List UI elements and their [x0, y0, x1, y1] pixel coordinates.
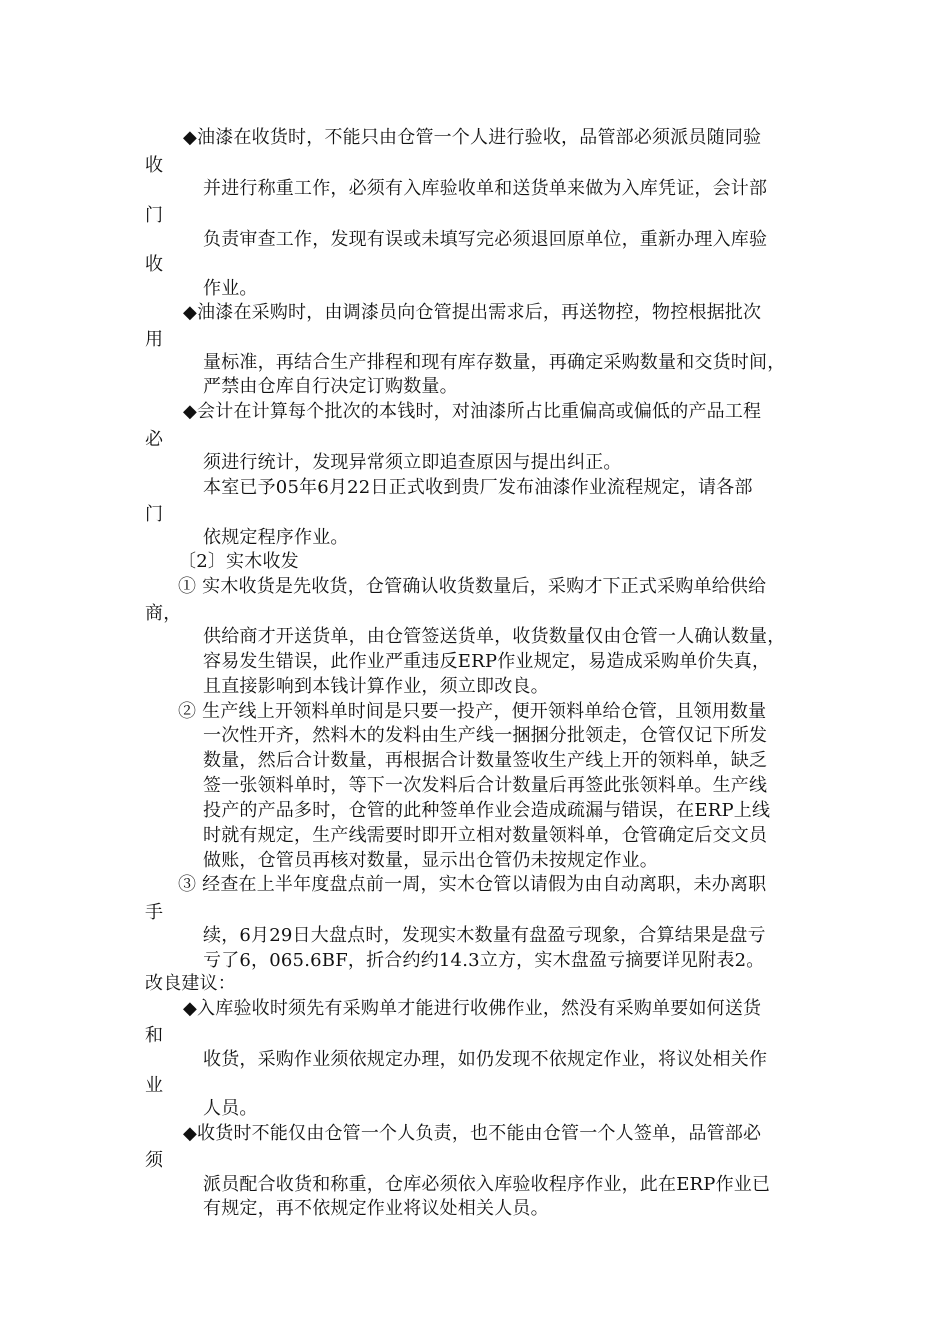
- wrapped-character: 须: [145, 1150, 164, 1171]
- paragraph-line: 依规定程序作业。: [203, 527, 349, 548]
- bullet-paragraph-line: ◆会计在计算每个批次的本钱时，对油漆所占比重偏高或偏低的产品工程: [183, 401, 762, 422]
- paragraph-line: 有规定，再不依规定作业将议处相关人员。: [203, 1198, 549, 1219]
- wrapped-character: 必: [145, 429, 164, 450]
- paragraph-line: 作业。: [203, 278, 258, 299]
- wrapped-character: 业: [145, 1075, 164, 1096]
- wrapped-character: 收: [145, 155, 164, 176]
- paragraph-line: 时就有规定，生产线需要时即开立相对数量领料单，仓管确定后交文员: [203, 825, 768, 846]
- paragraph-line: 一次性开齐，然料木的发料由生产线一捆捆分批领走，仓管仅记下所发: [203, 725, 768, 746]
- paragraph-line: 并进行称重工作，必须有入库验收单和送货单来做为入库凭证，会计部: [203, 178, 768, 199]
- section-heading: 改良建议：: [145, 973, 236, 994]
- bullet-paragraph-line: ◆收货时不能仅由仓管一个人负责，也不能由仓管一个人签单，品管部必: [183, 1123, 762, 1144]
- paragraph-line: 人员。: [203, 1098, 258, 1119]
- paragraph-line: 须进行统计，发现异常须立即追查原因与提出纠正。: [203, 452, 622, 473]
- bullet-paragraph-line: ◆入库验收时须先有采购单才能进行收佛作业，然没有采购单要如何送货: [183, 998, 762, 1019]
- paragraph-line: 亏了6，065.6BF，折合约约14.3立方，实木盘盈亏摘要详见附表2。: [203, 950, 765, 971]
- wrapped-character: 手: [145, 902, 164, 923]
- paragraph-line: 负责审查工作，发现有误或未填写完必须退回原单位，重新办理入库验: [203, 229, 768, 250]
- wrapped-character: 门: [145, 205, 164, 226]
- wrapped-character: 商，: [145, 603, 182, 624]
- paragraph-line: 容易发生错误，此作业严重违反ERP作业规定，易造成采购单价失真，: [203, 651, 771, 672]
- paragraph-line: 数量，然后合计数量，再根据合计数量签收生产线上开的领料单，缺乏: [203, 750, 768, 771]
- paragraph-line: 严禁由仓库自行决定订购数量。: [203, 376, 458, 397]
- bullet-paragraph-line: ◆油漆在采购时，由调漆员向仓管提出需求后，再送物控，物控根据批次: [183, 302, 762, 323]
- wrapped-character: 和: [145, 1025, 164, 1046]
- numbered-paragraph-line: ② 生产线上开领料单时间是只要一投产，便开领料单给仓管，且领用数量: [178, 701, 767, 722]
- paragraph-line: 且直接影响到本钱计算作业，须立即改良。: [203, 676, 549, 697]
- paragraph-line: 量标准，再结合生产排程和现有库存数量，再确定采购数量和交货时间，: [203, 352, 786, 373]
- paragraph-line: 签一张领料单时，等下一次发料后合计数量后再签此张领料单。生产线: [203, 775, 768, 796]
- paragraph-line: 供给商才开送货单，由仓管签送货单，收货数量仅由仓管一人确认数量，: [203, 626, 786, 647]
- paragraph-line: 派员配合收货和称重，仓库必须依入库验收程序作业，此在ERP作业已: [203, 1174, 771, 1195]
- paragraph-line: 收货，采购作业须依规定办理，如仍发现不依规定作业，将议处相关作: [203, 1049, 768, 1070]
- numbered-paragraph-line: ③ 经查在上半年度盘点前一周，实木仓管以请假为由自动离职，未办离职: [178, 874, 767, 895]
- paragraph-line: 本室已予05年6月22日正式收到贵厂发布油漆作业流程规定，请各部: [203, 477, 753, 498]
- wrapped-character: 用: [145, 329, 164, 350]
- numbered-paragraph-line: ① 实木收货是先收货，仓管确认收货数量后，采购才下正式采购单给供给: [178, 576, 767, 597]
- paragraph-line: 投产的产品多时，仓管的此种签单作业会造成疏漏与错误，在ERP上线: [203, 800, 771, 821]
- wrapped-character: 收: [145, 254, 164, 275]
- bullet-paragraph-line: ◆油漆在收货时，不能只由仓管一个人进行验收，品管部必须派员随同验: [183, 127, 762, 148]
- section-heading: 〔2〕实木收发: [178, 551, 299, 572]
- wrapped-character: 门: [145, 504, 164, 525]
- paragraph-line: 续，6月29日大盘点时，发现实木数量有盘盈亏现象，合算结果是盘亏: [203, 925, 766, 946]
- paragraph-line: 做账，仓管员再核对数量，显示出仓管仍未按规定作业。: [203, 850, 658, 871]
